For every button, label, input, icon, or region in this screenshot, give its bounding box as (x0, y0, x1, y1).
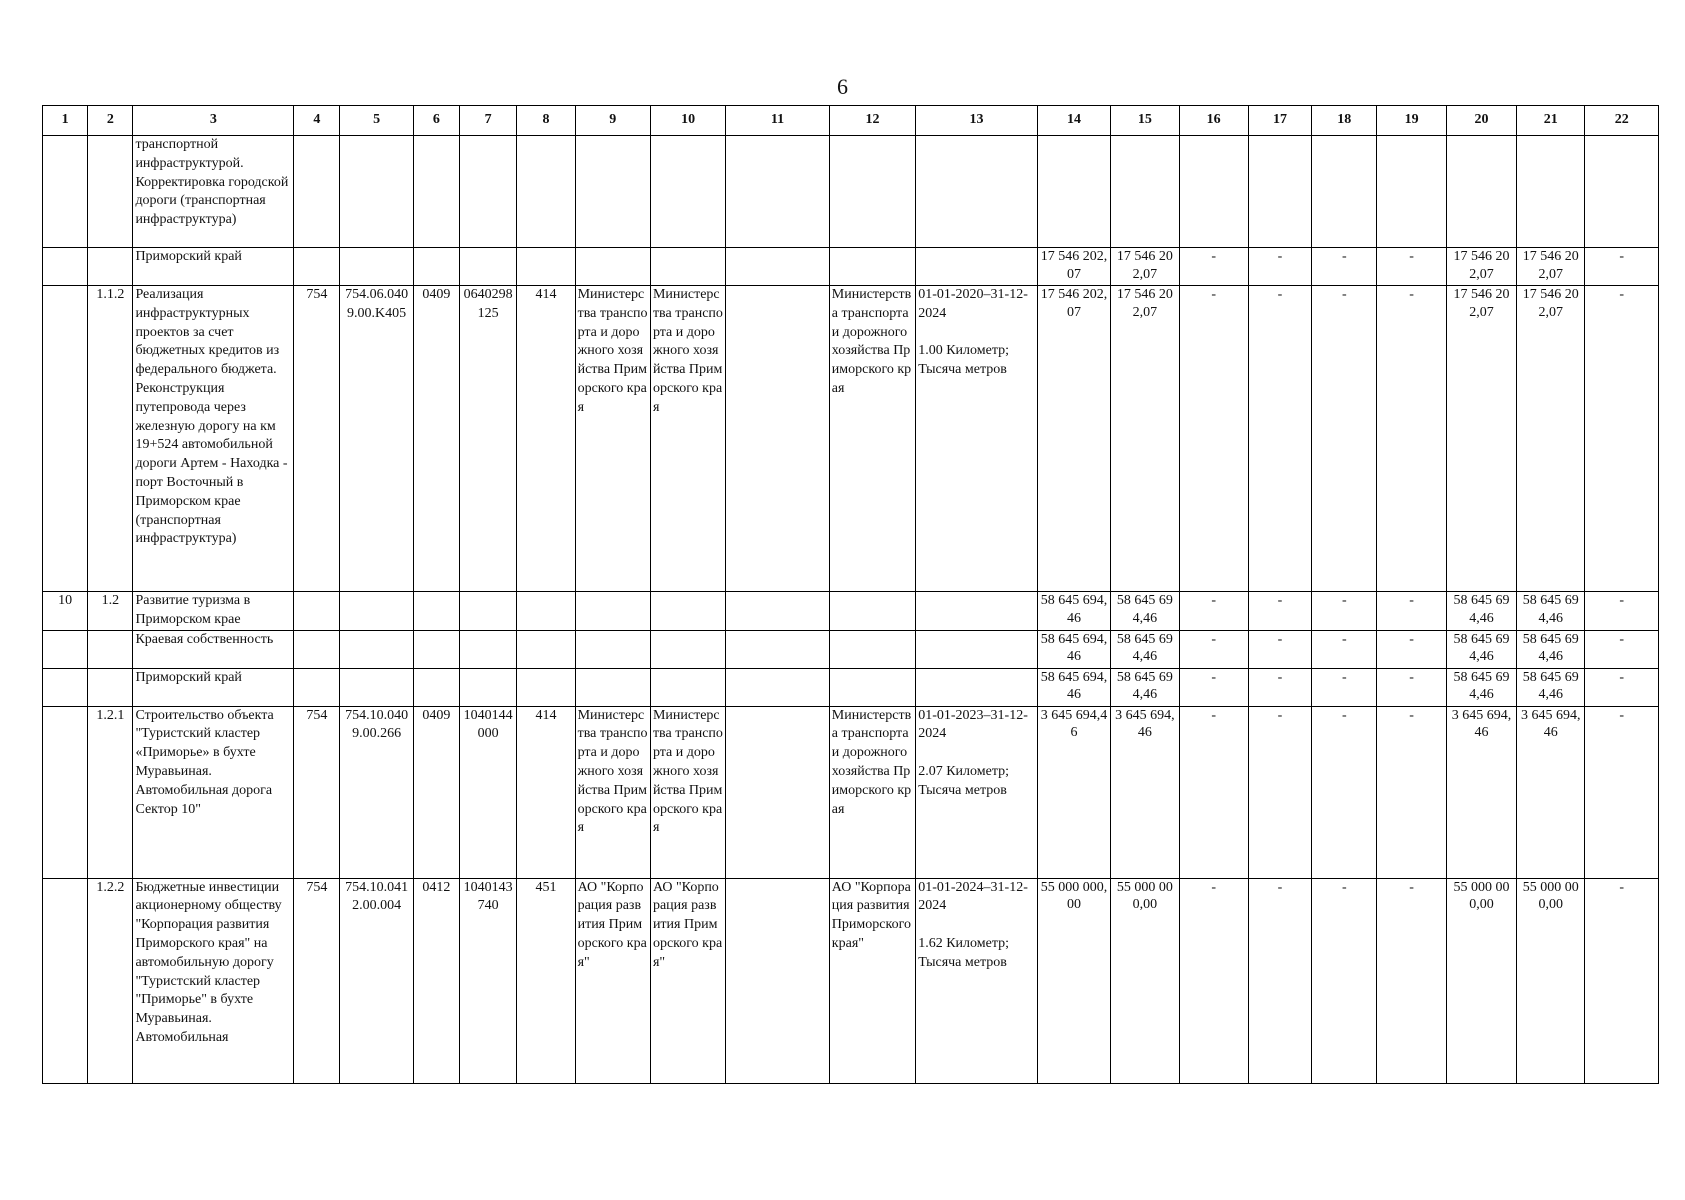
table-cell (1037, 136, 1110, 248)
table-cell (916, 248, 1038, 286)
table-cell: - (1312, 668, 1377, 706)
table-cell: Министерства транспорта и дорожного хозяйства Приморского края (829, 286, 915, 592)
table-cell: 0409 (413, 286, 459, 592)
table-cell: - (1248, 286, 1311, 592)
table-cell (829, 136, 915, 248)
column-header: 17 (1248, 106, 1311, 136)
table-cell (517, 630, 575, 668)
table-cell (517, 592, 575, 631)
column-header: 6 (413, 106, 459, 136)
table-cell (43, 630, 88, 668)
table-cell: 58 645 694,46 (1111, 592, 1179, 631)
table-cell: 58 645 694,46 (1517, 668, 1585, 706)
table-cell: 451 (517, 878, 575, 1083)
table-cell: 754.10.0412.00.004 (340, 878, 413, 1083)
table-cell: - (1585, 630, 1659, 668)
table-cell: - (1248, 592, 1311, 631)
table-cell: 17 546 202,07 (1517, 286, 1585, 592)
table-cell (650, 592, 725, 631)
table-cell (43, 248, 88, 286)
table-cell: 58 645 694,46 (1037, 630, 1110, 668)
table-cell (43, 286, 88, 592)
table-cell (1585, 136, 1659, 248)
table-cell (340, 630, 413, 668)
column-header: 1 (43, 106, 88, 136)
column-header: 22 (1585, 106, 1659, 136)
table-cell: - (1585, 878, 1659, 1083)
table-cell (575, 668, 650, 706)
table-cell: - (1585, 592, 1659, 631)
table-cell: 754 (294, 706, 340, 878)
table-cell (726, 592, 830, 631)
table-cell: - (1377, 630, 1446, 668)
table-cell (916, 630, 1038, 668)
table-cell (1179, 136, 1248, 248)
table-cell: - (1377, 286, 1446, 592)
table-cell (726, 630, 830, 668)
table-cell: 754 (294, 286, 340, 592)
table-cell: 17 546 202,07 (1446, 286, 1516, 592)
table-cell: 58 645 694,46 (1111, 630, 1179, 668)
table-cell: 01-01-2023–31-12-2024 2.07 Километр; Тысяча метров (916, 706, 1038, 878)
table-row (43, 592, 1659, 631)
table-cell (517, 248, 575, 286)
table-cell: 58 645 694,46 (1446, 592, 1516, 631)
table-cell: Министерства транспорта и дорожного хозяйства Приморского края (575, 706, 650, 878)
table-cell: - (1179, 878, 1248, 1083)
table-cell: 10 (43, 592, 88, 631)
table-cell (413, 136, 459, 248)
table-cell: Министерства транспорта и дорожного хозяйства Приморского края (650, 706, 725, 878)
table-cell (294, 630, 340, 668)
table-cell (916, 136, 1038, 248)
table-cell: 17 546 202,07 (1037, 286, 1110, 592)
table-cell: 17 546 202,07 (1111, 286, 1179, 592)
table-cell (726, 668, 830, 706)
table-cell: - (1312, 878, 1377, 1083)
table-cell: 1040144000 (460, 706, 517, 878)
table-cell (1248, 136, 1311, 248)
table-cell: - (1585, 706, 1659, 878)
table-cell: 01-01-2020–31-12-2024 1.00 Километр; Тысяча метров (916, 286, 1038, 592)
table-cell: АО "Корпорация развития Приморского края" (829, 878, 915, 1083)
table-cell: - (1179, 668, 1248, 706)
table-cell (575, 630, 650, 668)
table-cell (726, 286, 830, 592)
table-cell: 3 645 694,46 (1446, 706, 1516, 878)
table-cell (340, 136, 413, 248)
table-cell: 754 (294, 878, 340, 1083)
table-cell (1446, 136, 1516, 248)
table-row (43, 248, 1659, 286)
table-cell: АО "Корпорация развития Приморского края" (650, 878, 725, 1083)
table-cell: Развитие туризма в Приморском крае (133, 592, 294, 631)
table-cell: 58 645 694,46 (1517, 630, 1585, 668)
table-cell: Краевая собственность (133, 630, 294, 668)
table-cell (413, 592, 459, 631)
table-cell (294, 248, 340, 286)
table-row (43, 286, 1659, 592)
table-cell: - (1312, 286, 1377, 592)
table-cell: 17 546 202,07 (1111, 248, 1179, 286)
table-cell: 0640298125 (460, 286, 517, 592)
column-header: 4 (294, 106, 340, 136)
table-cell: - (1585, 248, 1659, 286)
table-cell: 1.1.2 (88, 286, 133, 592)
table-cell: 55 000 000,00 (1037, 878, 1110, 1083)
table-cell: Министерства транспорта и дорожного хозяйства Приморского края (650, 286, 725, 592)
table-cell: 58 645 694,46 (1446, 668, 1516, 706)
table-cell (43, 668, 88, 706)
table-cell: 58 645 694,46 (1111, 668, 1179, 706)
table-cell (294, 668, 340, 706)
table-cell: 58 645 694,46 (1446, 630, 1516, 668)
column-header: 12 (829, 106, 915, 136)
table-cell: 3 645 694,46 (1517, 706, 1585, 878)
table-cell (460, 630, 517, 668)
column-header: 14 (1037, 106, 1110, 136)
table-cell: 1.2.2 (88, 878, 133, 1083)
table-cell (650, 668, 725, 706)
header-row (43, 106, 1659, 136)
table-cell (650, 136, 725, 248)
table-cell (43, 878, 88, 1083)
table-cell (294, 592, 340, 631)
column-header: 5 (340, 106, 413, 136)
table-cell (460, 136, 517, 248)
column-header: 3 (133, 106, 294, 136)
table-cell (650, 248, 725, 286)
table-cell: - (1248, 668, 1311, 706)
table-cell: - (1179, 248, 1248, 286)
table-cell (460, 248, 517, 286)
table-cell (460, 668, 517, 706)
table-cell: - (1377, 668, 1446, 706)
table-cell: - (1377, 878, 1446, 1083)
table-cell: - (1312, 248, 1377, 286)
table-cell: - (1179, 706, 1248, 878)
table-cell (460, 592, 517, 631)
table-cell (43, 706, 88, 878)
table-cell: - (1312, 592, 1377, 631)
table-cell: 17 546 202,07 (1446, 248, 1516, 286)
table-cell (829, 668, 915, 706)
column-header: 21 (1517, 106, 1585, 136)
table-cell (726, 878, 830, 1083)
table-cell: - (1312, 630, 1377, 668)
table-cell: - (1377, 248, 1446, 286)
column-header: 11 (726, 106, 830, 136)
column-header: 7 (460, 106, 517, 136)
column-header: 10 (650, 106, 725, 136)
table-cell: - (1248, 878, 1311, 1083)
table-cell (88, 668, 133, 706)
table-cell: Реализация инфраструктурных проектов за счет бюджетных кредитов из федерального бюджета. Реконструкция путепровода через железную дорогу на км 19+524 автомобильной дороги Артем - Находка - порт Восточный в Приморском крае (транспортная инфраструктура) (133, 286, 294, 592)
table-cell: 3 645 694,46 (1111, 706, 1179, 878)
table-cell: 55 000 000,00 (1517, 878, 1585, 1083)
table-cell (88, 630, 133, 668)
table-cell: 414 (517, 706, 575, 878)
table-cell: Бюджетные инвестиции акционерному обществу "Корпорация развития Приморского края" на автомобильную дорогу "Туристский кластер "Приморье" в бухте Муравьиная. Автомобильная (133, 878, 294, 1083)
budget-table (42, 105, 1659, 1084)
table-cell: - (1248, 248, 1311, 286)
table-cell (517, 136, 575, 248)
table-cell: 17 546 202,07 (1517, 248, 1585, 286)
table-cell (340, 592, 413, 631)
table-cell: транспортной инфраструктурой. Корректировка городской дороги (транспортная инфраструктура) (133, 136, 294, 248)
table-cell: - (1248, 706, 1311, 878)
table-cell: - (1377, 706, 1446, 878)
table-cell: 58 645 694,46 (1037, 668, 1110, 706)
table-cell (340, 668, 413, 706)
table-cell (650, 630, 725, 668)
column-header: 13 (916, 106, 1038, 136)
table-row (43, 706, 1659, 878)
table-cell (517, 668, 575, 706)
table-cell (916, 592, 1038, 631)
column-header: 2 (88, 106, 133, 136)
table-cell (575, 136, 650, 248)
table-cell: - (1377, 592, 1446, 631)
table-cell: 754.06.0409.00.K405 (340, 286, 413, 592)
page-number: 6 (837, 74, 848, 99)
table-cell: 58 645 694,46 (1517, 592, 1585, 631)
table-cell: 55 000 000,00 (1111, 878, 1179, 1083)
table-cell: - (1179, 630, 1248, 668)
table-cell: 1040143740 (460, 878, 517, 1083)
table-cell: 1.2.1 (88, 706, 133, 878)
table-cell: - (1179, 286, 1248, 592)
table-cell (829, 630, 915, 668)
table-cell (726, 136, 830, 248)
table-cell: 0412 (413, 878, 459, 1083)
table-cell: 0409 (413, 706, 459, 878)
table-row (43, 878, 1659, 1083)
table-cell: 414 (517, 286, 575, 592)
table-cell (413, 248, 459, 286)
table-cell: 17 546 202,07 (1037, 248, 1110, 286)
table-cell: - (1248, 630, 1311, 668)
table-cell: АО "Корпорация развития Приморского края" (575, 878, 650, 1083)
table-cell (726, 248, 830, 286)
table-cell (294, 136, 340, 248)
table-cell (413, 668, 459, 706)
column-header: 20 (1446, 106, 1516, 136)
table-cell: 1.2 (88, 592, 133, 631)
column-header: 9 (575, 106, 650, 136)
table-cell (43, 136, 88, 248)
table-cell: - (1585, 286, 1659, 592)
table-cell (1312, 136, 1377, 248)
table-cell (916, 668, 1038, 706)
table-cell: 01-01-2024–31-12-2024 1.62 Километр; Тысяча метров (916, 878, 1038, 1083)
table-cell: Строительство объекта "Туристский кластер «Приморье» в бухте Муравьиная. Автомобильная дорога Сектор 10" (133, 706, 294, 878)
table-body (43, 136, 1659, 1084)
table-cell (88, 136, 133, 248)
table-cell (88, 248, 133, 286)
table-cell (1111, 136, 1179, 248)
table-cell (726, 706, 830, 878)
table-cell: 58 645 694,46 (1037, 592, 1110, 631)
table-cell: 55 000 000,00 (1446, 878, 1516, 1083)
column-header: 16 (1179, 106, 1248, 136)
table-cell (1377, 136, 1446, 248)
table-cell: 754.10.0409.00.266 (340, 706, 413, 878)
table-cell (829, 592, 915, 631)
table-cell: 3 645 694,46 (1037, 706, 1110, 878)
table-cell: - (1179, 592, 1248, 631)
table-row (43, 630, 1659, 668)
table-cell (1517, 136, 1585, 248)
column-header: 8 (517, 106, 575, 136)
table-cell (829, 248, 915, 286)
column-header: 15 (1111, 106, 1179, 136)
table-cell (575, 248, 650, 286)
column-header: 18 (1312, 106, 1377, 136)
table-cell (340, 248, 413, 286)
table-cell: Приморский край (133, 248, 294, 286)
table-cell: Приморский край (133, 668, 294, 706)
table-cell: Министерства транспорта и дорожного хозяйства Приморского края (575, 286, 650, 592)
table-row (43, 136, 1659, 248)
table-cell (413, 630, 459, 668)
table-row (43, 668, 1659, 706)
table-cell (575, 592, 650, 631)
table-cell: - (1585, 668, 1659, 706)
column-header: 19 (1377, 106, 1446, 136)
table-cell: Министерства транспорта и дорожного хозяйства Приморского края (829, 706, 915, 878)
table-cell: - (1312, 706, 1377, 878)
